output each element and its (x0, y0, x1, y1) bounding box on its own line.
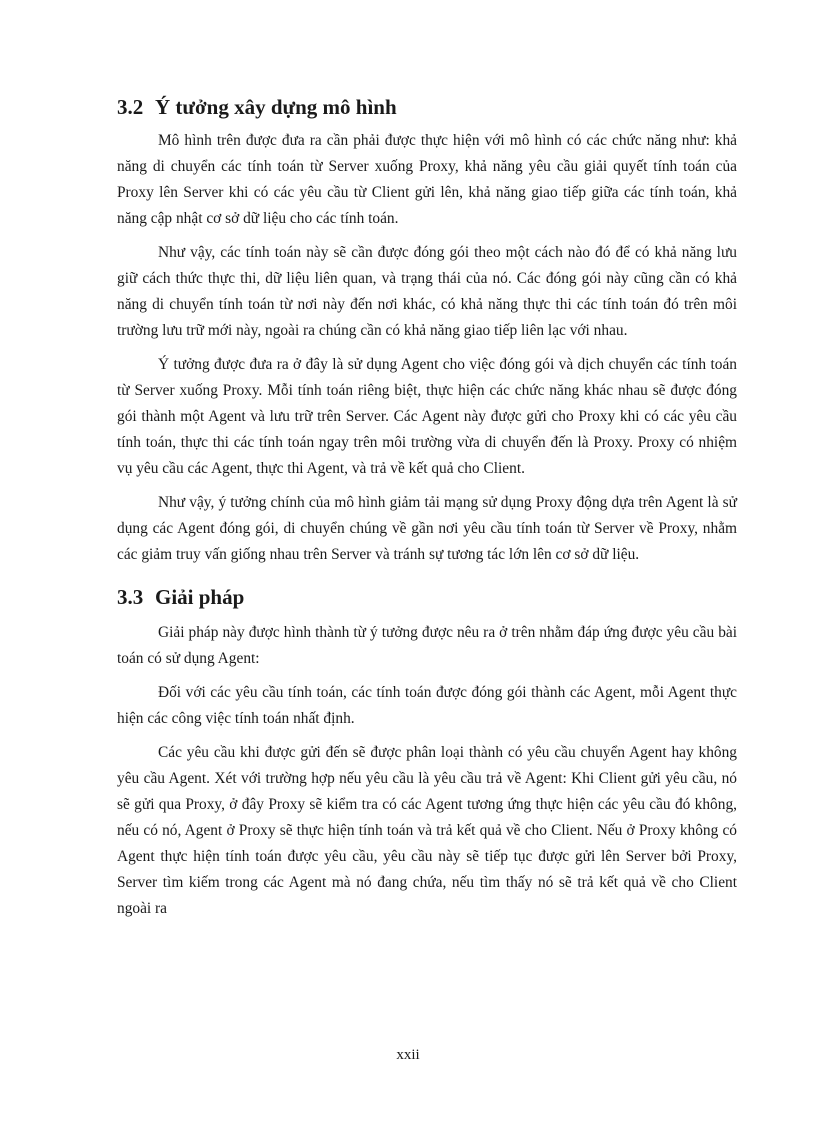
section-title: Giải pháp (155, 585, 245, 609)
section-heading-3-3 (117, 582, 737, 612)
paragraph: Như vậy, các tính toán này sẽ cần được đóng gói theo một cách nào đó để có khả năng lưu giữ cách thức thực thi, dữ liệu liên quan, và trạng thái của nó. Các đóng gói này cũng cần có khả năng di chuyển tính toán từ nơi này đến nơi khác, có khả năng thực thi các tính toán đó trên môi trường lưu trữ mới này, ngoài ra chúng cần có khả năng giao tiếp liên lạc với nhau. (117, 244, 737, 339)
paragraph: Các yêu cầu khi được gửi đến sẽ được phân loại thành có yêu cầu chuyển Agent hay không yêu cầu Agent. Xét với trường hợp nếu yêu cầu là yêu cầu trả về Agent: Khi Client gửi yêu cầu, nó sẽ gửi qua Proxy, ở đây Proxy sẽ kiểm tra có các Agent tương ứng thực hiện các yêu cầu đó không, nếu có nó, Agent ở Proxy sẽ thực hiện tính toán và trả kết quả về cho Client. Nếu ở Proxy không có Agent thực hiện tính toán được yêu cầu, yêu cầu này sẽ tiếp tục được gửi lên Server bởi Proxy, Server tìm kiếm trong các Agent mà nó đang chứa, nếu tìm thấy nó sẽ trả kết quả về cho Client ngoài ra (117, 744, 737, 917)
section-heading-3-2 (117, 92, 737, 122)
paragraph: Giải pháp này được hình thành từ ý tưởng được nêu ra ở trên nhằm đáp ứng được yêu cầu bài toán có sử dụng Agent: (117, 624, 737, 667)
paragraph: Ý tưởng được đưa ra ở đây là sử dụng Agent cho việc đóng gói và dịch chuyển các tính toán từ Server xuống Proxy. Mỗi tính toán riêng biệt, thực hiện các chức năng khác nhau sẽ được đóng gói thành một Agent và lưu trữ trên Server. Các Agent này được gửi cho Proxy khi có các yêu cầu tính toán, thực thi các tính toán ngay trên môi trường vừa di chuyển đến là Proxy. Proxy có nhiệm vụ yêu cầu các Agent, thực thi Agent, và trả về kết quả cho Client. (117, 356, 737, 477)
section-title: Ý tưởng xây dựng mô hình (155, 95, 397, 119)
paragraph: Như vậy, ý tưởng chính của mô hình giảm tải mạng sử dụng Proxy động dựa trên Agent là sử dụng các Agent đóng gói, di chuyển chúng về gần nơi yêu cầu tính toán từ Server về Proxy, nhằm các giảm truy vấn giống nhau trên Server và tránh sự tương tác lớn lên cơ sở dữ liệu. (117, 494, 737, 563)
section-number: 3.3 (117, 585, 144, 609)
page-number: xxii (396, 1047, 420, 1063)
section-number: 3.2 (117, 95, 144, 119)
page-content (117, 92, 737, 930)
paragraph: Đối với các yêu cầu tính toán, các tính toán được đóng gói thành các Agent, mỗi Agent thực hiện các công việc tính toán nhất định. (117, 684, 737, 727)
paragraph: Mô hình trên được đưa ra cần phải được thực hiện với mô hình có các chức năng như: khả năng di chuyển các tính toán từ Server xuống Proxy, khả năng yêu cầu giải quyết tính toán của Proxy lên Server khi có các yêu cầu từ Client gửi lên, khả năng giao tiếp giữa các tính toán, khả năng cập nhật cơ sở dữ liệu cho các tính toán. (117, 132, 737, 227)
